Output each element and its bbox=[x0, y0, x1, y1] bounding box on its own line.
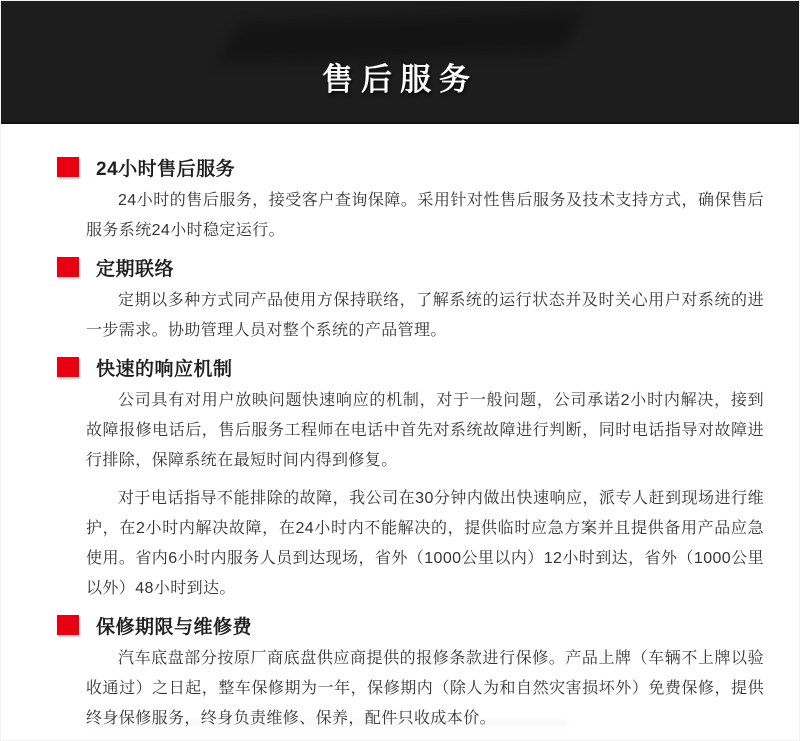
document-body bbox=[1, 124, 799, 734]
section-heading-row bbox=[57, 354, 799, 380]
page-header-banner bbox=[1, 1, 799, 124]
section-paragraph: 定期以多种方式同产品使用方保持联络，了解系统的运行状态并及时关心用户对系统的进一步需求。协助管理人员对整个系统的产品管理。 bbox=[86, 292, 764, 339]
ghost-text-artifact bbox=[86, 720, 566, 726]
section-warranty-terms bbox=[1, 612, 799, 734]
section-heading: 定期联络 bbox=[96, 258, 175, 280]
section-24h-service bbox=[1, 154, 799, 246]
red-square-bullet-icon bbox=[57, 357, 79, 377]
section-heading: 快速的响应机制 bbox=[96, 358, 233, 380]
section-heading-row bbox=[57, 612, 799, 638]
section-heading: 24小时售后服务 bbox=[96, 158, 236, 180]
section-heading-row bbox=[57, 154, 799, 180]
red-square-bullet-icon bbox=[57, 157, 79, 177]
section-paragraph: 公司具有对用户放映问题快速响应的机制，对于一般问题，公司承诺2小时内解决，接到故障报修电话后，售后服务工程师在电话中首先对系统故障进行判断，同时电话指导对故障进行排除，保障系统在最短时间内得到修复。 bbox=[86, 392, 764, 469]
section-heading-row bbox=[57, 254, 799, 280]
red-square-bullet-icon bbox=[57, 615, 79, 635]
section-rapid-response bbox=[1, 354, 799, 604]
section-paragraph: 对于电话指导不能排除的故障，我公司在30分钟内做出快速响应，派专人赶到现场进行维护，在2小时内解决故障，在24小时内不能解决的，提供临时应急方案并且提供备用产品应急使用。省内6小时内服务人员到达现场，省外（1000公里以内）12小时到达，省外（1000公里以外）48小时到达。 bbox=[86, 490, 764, 597]
section-heading: 保修期限与维修费 bbox=[96, 616, 253, 638]
section-paragraph: 汽车底盘部分按原厂商底盘供应商提供的报修条款进行保修。产品上牌（车辆不上牌以验收通过）之日起，整车保修期为一年，保修期内（除人为和自然灾害损坏外）免费保修，提供终身保修服务，终身负责维修、保养，配件只收成本价。 bbox=[86, 650, 764, 727]
page-title: 售后服务 bbox=[322, 62, 478, 97]
section-paragraph: 24小时的售后服务，接受客户查询保障。采用针对性售后服务及技术支持方式，确保售后服务系统24小时稳定运行。 bbox=[86, 192, 764, 239]
red-square-bullet-icon bbox=[57, 257, 79, 277]
section-regular-contact bbox=[1, 254, 799, 346]
